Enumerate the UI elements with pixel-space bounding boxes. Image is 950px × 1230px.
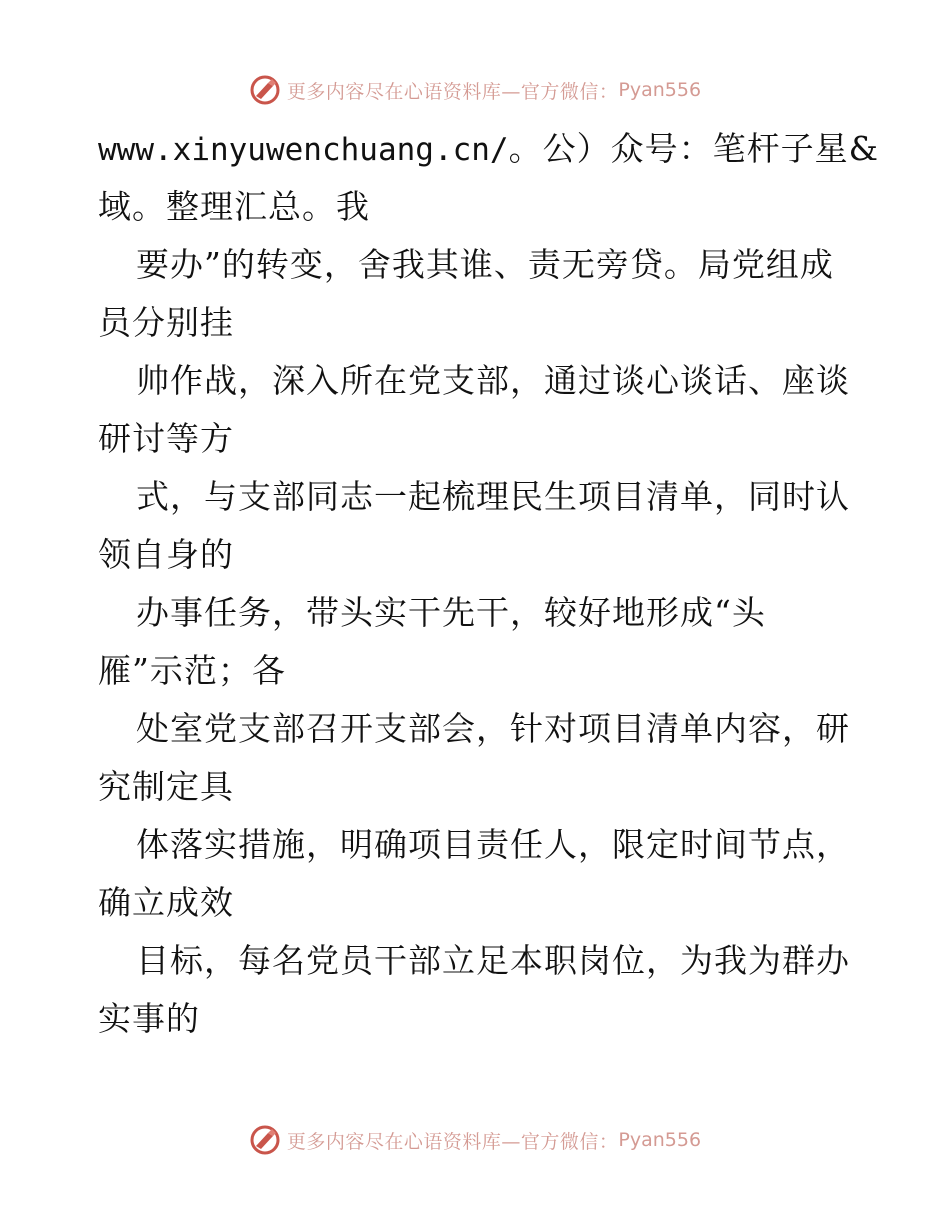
text-line-1 xyxy=(98,120,879,178)
text-line-16: 实事的 xyxy=(98,999,200,1038)
document-body xyxy=(98,120,879,1048)
text-line-9: 办事任务，带头实干先干，较好地形成“头 xyxy=(136,593,766,632)
text-line-8: 领自身的 xyxy=(98,535,234,574)
text-line-1-rest: 。公）众号：笔杆子星& xyxy=(508,129,879,168)
text-line-14: 确立成效 xyxy=(98,883,234,922)
text-line-5: 帅作战，深入所在党支部，通过谈心谈话、座谈 xyxy=(136,361,850,400)
text-line-6: 研讨等方 xyxy=(98,419,234,458)
header-banner xyxy=(0,70,950,110)
header-banner-contact: Pyan556 xyxy=(618,79,702,101)
text-line-7: 式，与支部同志一起梳理民生项目清单，同时认 xyxy=(136,477,850,516)
footer-banner-contact: Pyan556 xyxy=(618,1129,702,1151)
text-line-13: 体落实措施，明确项目责任人，限定时间节点， xyxy=(136,825,850,864)
logo-icon xyxy=(249,1124,281,1156)
website-link[interactable]: www.xinyuwenchuang.cn/ xyxy=(98,132,509,168)
text-line-15: 目标，每名党员干部立足本职岗位，为我为群办 xyxy=(136,941,850,980)
text-line-11: 处室党支部召开支部会，针对项目清单内容，研 xyxy=(136,709,850,748)
footer-banner xyxy=(0,1120,950,1160)
text-line-10: 雁”示范；各 xyxy=(98,651,286,690)
logo-icon xyxy=(249,74,281,106)
text-line-3: 要办”的转变，舍我其谁、责无旁贷。局党组成 xyxy=(136,245,834,284)
text-line-12: 究制定具 xyxy=(98,767,234,806)
text-line-2: 域。整理汇总。我 xyxy=(98,187,370,226)
footer-banner-text: 更多内容尽在心语资料库—官方微信： xyxy=(286,1130,619,1153)
text-line-4: 员分别挂 xyxy=(98,303,234,342)
header-banner-text: 更多内容尽在心语资料库—官方微信： xyxy=(286,80,619,103)
